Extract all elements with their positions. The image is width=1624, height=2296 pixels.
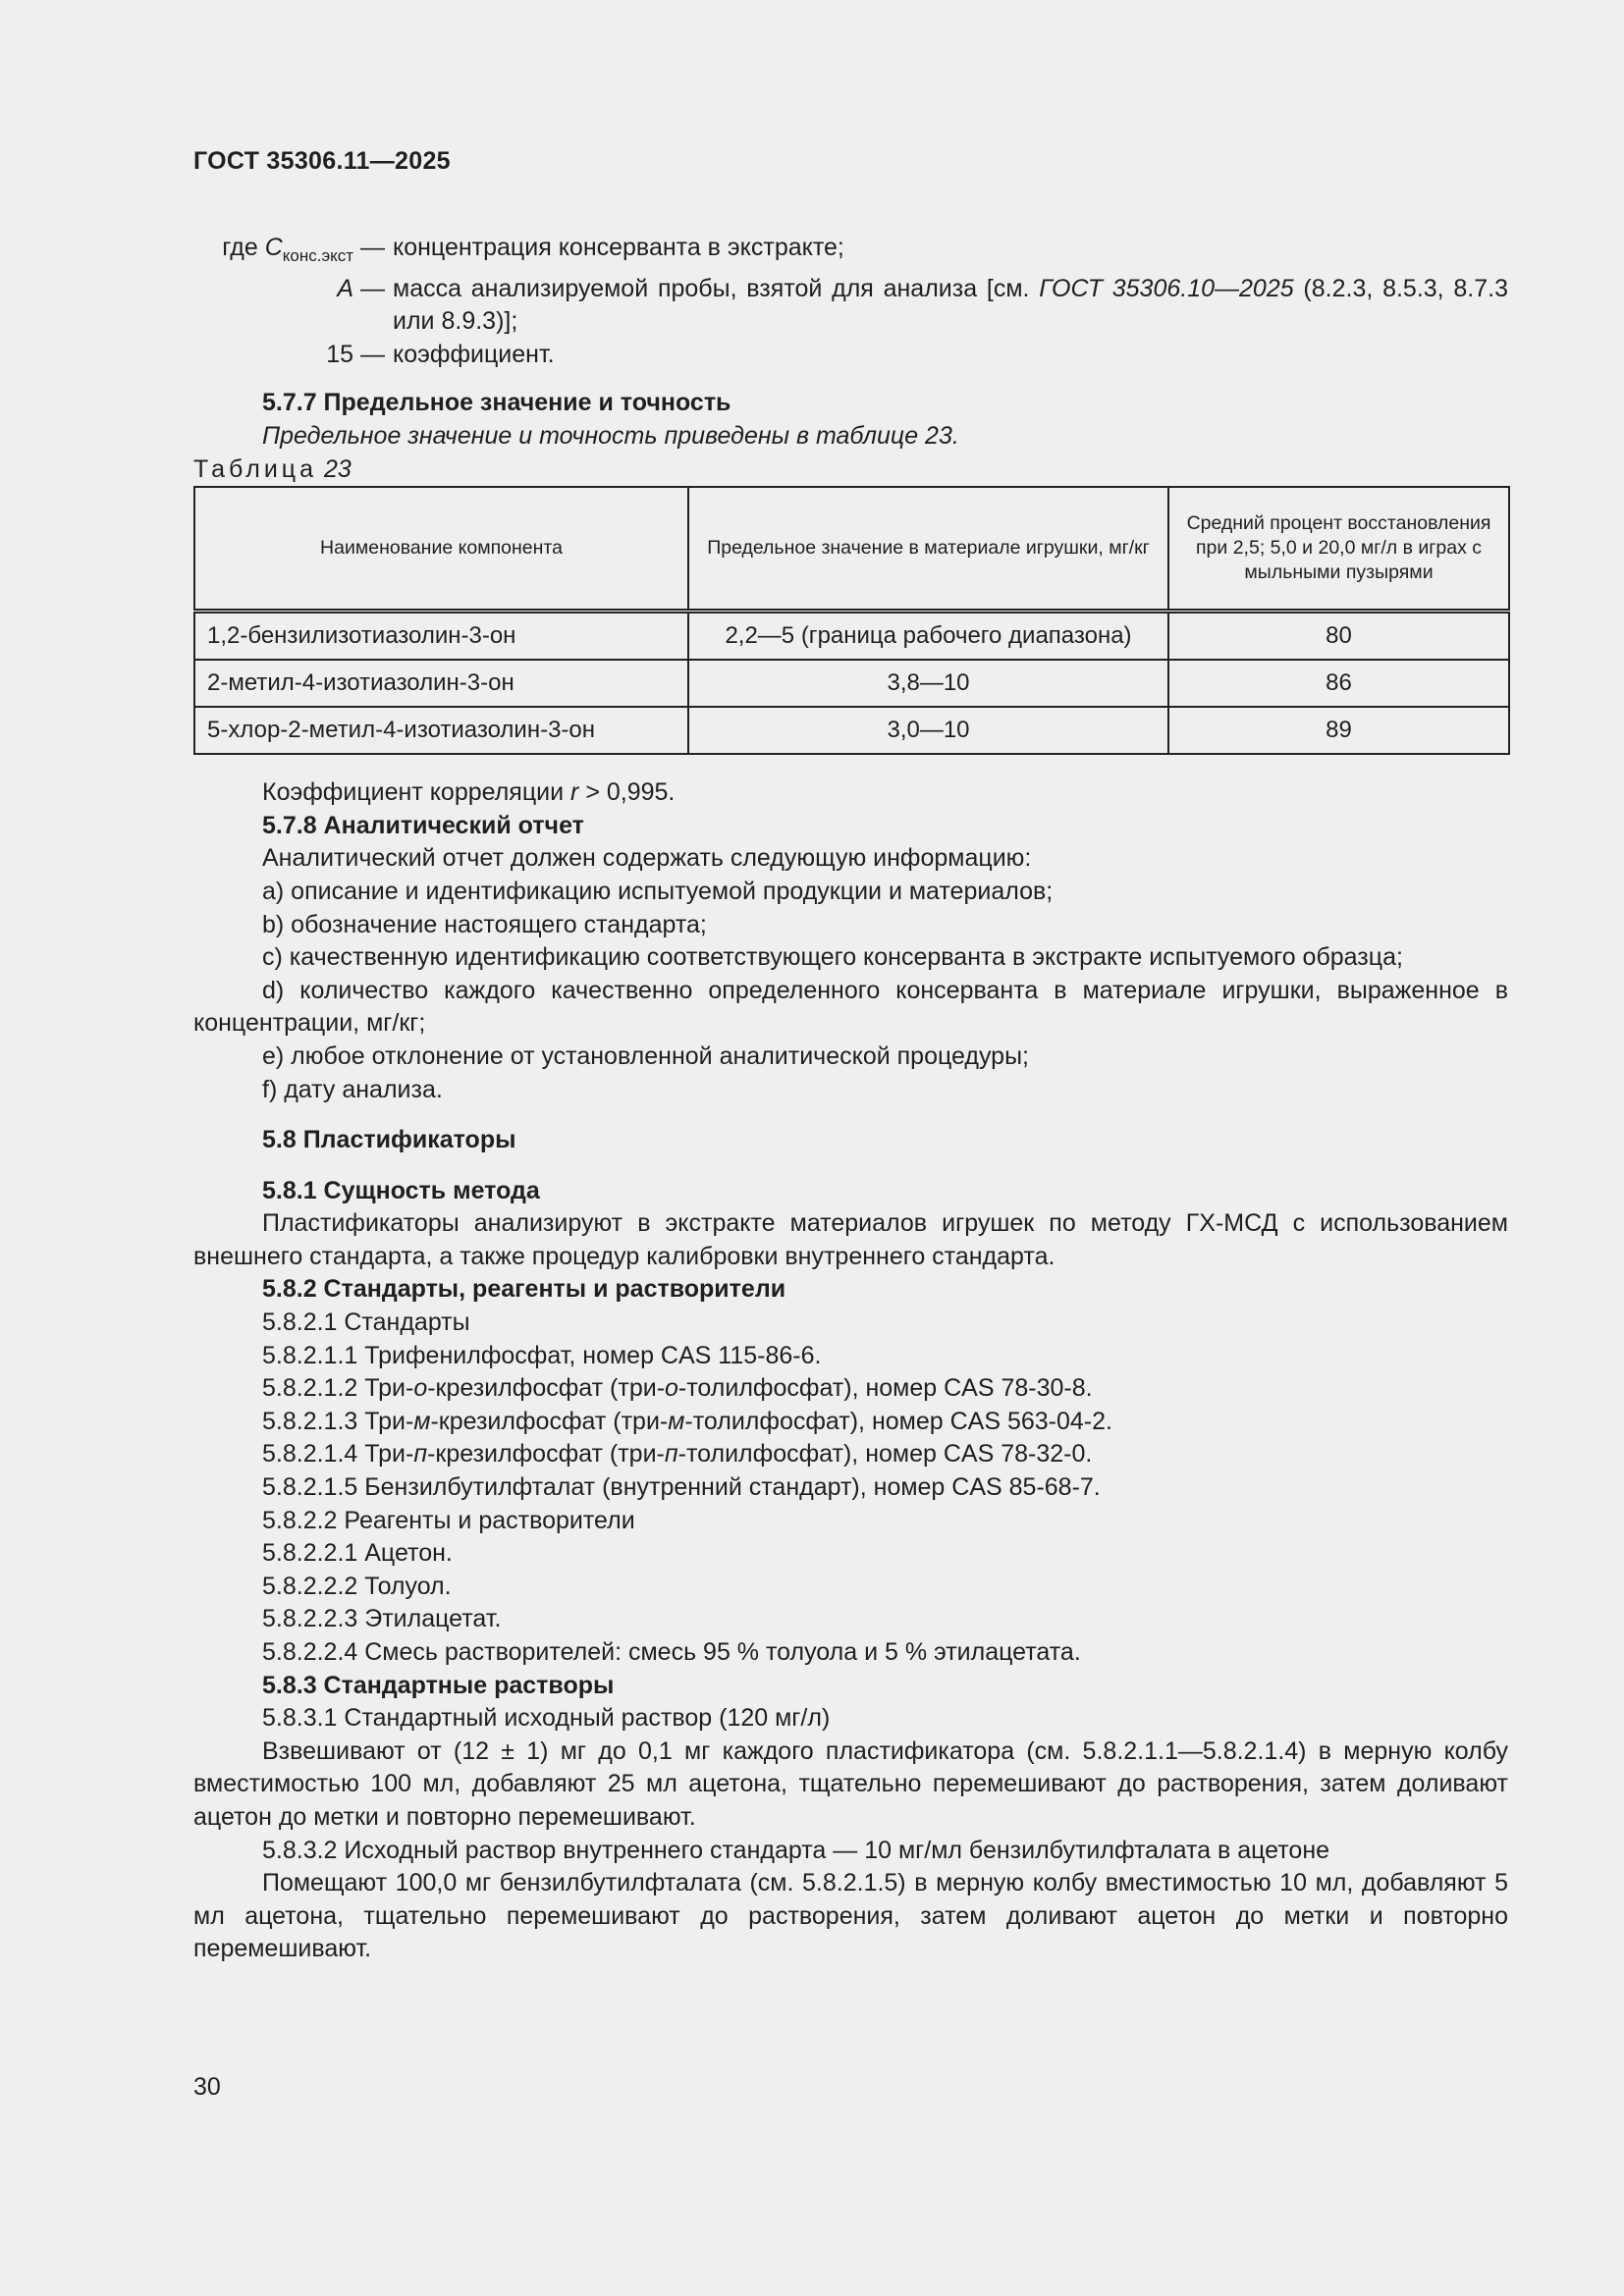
table-cell: 5-хлор-2-метил-4-изотиазолин-3-он: [194, 707, 688, 754]
item-text: -толилфосфат), номер CAS 78-32-0.: [677, 1440, 1093, 1468]
list-item: d) количество каждого качественно определенного консерванта в материале игрушки, выраженное в концентрации, мг/кг;: [193, 976, 1508, 1038]
section-text: Пластификаторы анализируют в экстракте материалов игрушек по методу ГХ-МСД с использованием внешнего стандарта, а также процедур калибровки внутреннего стандарта.: [193, 1209, 1508, 1270]
item-text: -крезилфосфат (три-: [430, 1407, 669, 1435]
table-cell: 1,2-бензилизотиазолин-3-он: [194, 612, 688, 661]
table-cell: 2,2—5 (граница рабочего диапазона): [688, 612, 1168, 661]
correlation-symbol: r: [570, 778, 579, 807]
list-item: 5.8.2.2.2 Толуол.: [262, 1572, 452, 1600]
section-text: Взвешивают от (12 ± 1) мг до 0,1 мг каждого пластификатора (см. 5.8.2.1.1—5.8.2.1.4) в мерную колбу вместимостью 100 мл, добавляют 25 мл ацетона, тщательно перемешивают до растворения, затем доливают ацетон до метки и повторно перемешивают.: [193, 1736, 1508, 1831]
table-cell: 3,0—10: [688, 707, 1168, 754]
item-text: 5.8.2.1.4 Три-: [262, 1440, 414, 1468]
item-italic: о: [413, 1374, 428, 1403]
list-item: e) любое отклонение от установленной аналитической процедуры;: [262, 1041, 1029, 1070]
list-item: [193, 1372, 1508, 1406]
legend-symbol: C: [264, 234, 283, 261]
legend-prefix: где: [222, 234, 265, 261]
page-number: 30: [193, 2073, 221, 2101]
table-row: [194, 660, 1509, 707]
table-caption-number: 23: [323, 454, 352, 483]
table-row: [194, 707, 1509, 754]
item-italic: м: [668, 1407, 685, 1435]
item-italic: м: [413, 1407, 431, 1435]
legend-description: коэффициент.: [393, 340, 555, 368]
legend-symbol: A: [337, 274, 354, 302]
list-item: 5.8.2.1.5 Бензилбутилфталат (внутренний стандарт), номер CAS 85-68-7.: [262, 1473, 1101, 1502]
section-heading-5-8-1: 5.8.1 Сущность метода: [262, 1176, 540, 1204]
item-text: -толилфосфат), номер CAS 563-04-2.: [684, 1407, 1112, 1435]
section-heading-5-8: 5.8 Пластификаторы: [262, 1126, 516, 1154]
item-text: -крезилфосфат (три-: [427, 1374, 666, 1403]
section-text: Предельное значение и точность приведены в таблице 23.: [262, 421, 959, 450]
item-text: 5.8.2.1.3 Три-: [262, 1407, 414, 1435]
legend-subscript: конс.экст: [282, 246, 354, 265]
item-text: 5.8.2.1.2 Три-: [262, 1374, 414, 1403]
table-cell: 86: [1168, 660, 1509, 707]
table-caption-word: Таблица: [193, 454, 318, 483]
legend-dash: —: [353, 274, 385, 302]
item-text: -толилфосфат), номер CAS 78-30-8.: [677, 1374, 1093, 1403]
section-text: Помещают 100,0 мг бензилбутилфталата (см. 5.8.2.1.5) в мерную колбу вместимостью 10 мл, добавляют 5 мл ацетона, тщательно перемешивают до растворения, затем доливают ацетон до метки и повторно перемешивают.: [193, 1869, 1508, 1963]
legend-description: концентрация консерванта в экстракте;: [393, 234, 844, 261]
table-row: [194, 612, 1509, 661]
section-heading-5-8-2: 5.8.2 Стандарты, реагенты и растворители: [262, 1275, 786, 1304]
column-header: Средний процент восстановления при 2,5; 5,0 и 20,0 мг/л в играх с мыльными пузырями: [1168, 487, 1509, 612]
legend-dash: —: [353, 234, 385, 261]
list-item: 5.8.3.2 Исходный раствор внутреннего стандарта — 10 мг/мл бензилбутилфталата в ацетоне: [262, 1836, 1330, 1864]
list-item: b) обозначение настоящего стандарта;: [262, 910, 707, 938]
list-item: a) описание и идентификацию испытуемой продукции и материалов;: [262, 877, 1054, 905]
correlation-note: [193, 776, 1508, 810]
table-cell: 80: [1168, 612, 1509, 661]
column-header: Наименование компонента: [194, 487, 688, 612]
list-item: 5.8.2.2 Реагенты и растворители: [262, 1506, 635, 1534]
item-text: -крезилфосфат (три-: [427, 1440, 665, 1468]
legend-text: (8.2.3, 8.5.3, 8.7.3 или 8.9.3)];: [393, 274, 1508, 336]
column-header: Предельное значение в материале игрушки, мг/кг: [688, 487, 1168, 612]
list-item: 5.8.2.2.3 Этилацетат.: [262, 1605, 502, 1633]
list-item: 5.8.3.1 Стандартный исходный раствор (120 мг/л): [262, 1704, 831, 1733]
list-item: 5.8.2.2.4 Смесь растворителей: смесь 95 % толуола и 5 % этилацетата.: [262, 1638, 1081, 1666]
list-item: 5.8.2.2.1 Ацетон.: [262, 1539, 453, 1568]
legend-description: [385, 273, 1508, 339]
list-item: c) качественную идентификацию соответствующего консерванта в экстракте испытуемого образца;: [262, 943, 1403, 972]
section-heading-5-7-8: 5.7.8 Аналитический отчет: [262, 811, 584, 839]
correlation-value: > 0,995.: [578, 778, 676, 807]
section-heading-5-8-3: 5.8.3 Стандартные растворы: [262, 1671, 615, 1699]
legend-text: масса анализируемой пробы, взятой для анализа [см.: [393, 274, 1040, 302]
list-item: 5.8.2.1 Стандарты: [262, 1308, 470, 1337]
list-item: 5.8.2.1.1 Трифенилфосфат, номер CAS 115-86-6.: [262, 1341, 822, 1369]
list-item: [193, 1406, 1508, 1439]
table-header-row: [194, 487, 1509, 612]
list-item: f) дату анализа.: [262, 1075, 443, 1103]
table-caption: [193, 454, 1508, 487]
legend-term: [193, 339, 385, 372]
correlation-text: Коэффициент корреляции: [262, 778, 571, 807]
table-cell: 89: [1168, 707, 1509, 754]
list-item: [193, 1438, 1508, 1471]
formula-legend: [193, 232, 1508, 371]
section-text: Аналитический отчет должен содержать следующую информацию:: [262, 844, 1032, 873]
standard-reference: ГОСТ 35306.10—2025: [1039, 274, 1294, 302]
legend-term: [193, 232, 385, 273]
data-table: [193, 486, 1510, 755]
item-italic: о: [665, 1374, 678, 1403]
document-header: ГОСТ 35306.11—2025: [193, 147, 451, 175]
document-body: [193, 232, 1508, 1966]
legend-dash: —: [353, 340, 385, 368]
table-cell: 3,8—10: [688, 660, 1168, 707]
legend-symbol: 15: [326, 340, 354, 368]
item-italic: п: [413, 1440, 428, 1468]
legend-term: [193, 273, 385, 339]
item-italic: п: [664, 1440, 678, 1468]
section-heading-5-7-7: 5.7.7 Предельное значение и точность: [262, 389, 731, 417]
table-cell: 2-метил-4-изотиазолин-3-он: [194, 660, 688, 707]
